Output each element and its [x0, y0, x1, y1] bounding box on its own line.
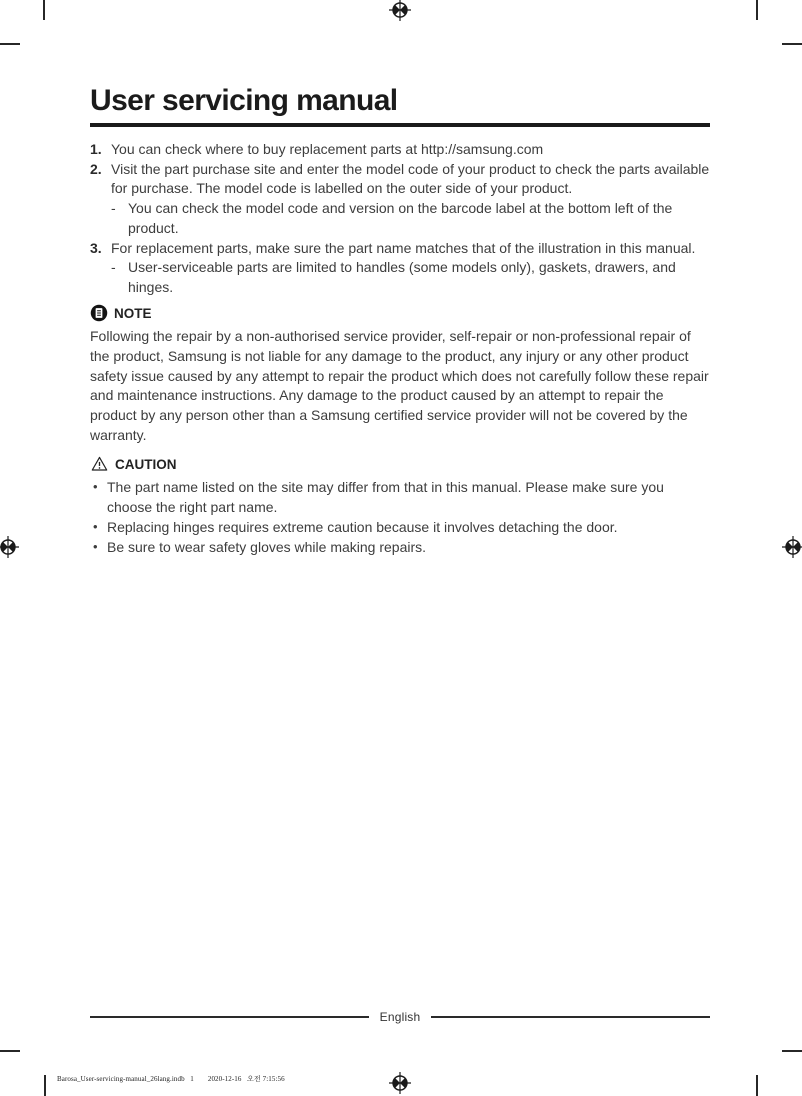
crop-mark-top-right-horizontal: [782, 43, 802, 45]
footer-rule-left: [90, 1016, 369, 1018]
step-number: 3.: [90, 239, 102, 256]
caution-item-text: The part name listed on the site may differ from that in this manual. Please make sure you choose the right part name.: [107, 479, 664, 515]
print-timestamp: 2020-12-16 오전 7:15:56: [207, 1075, 285, 1083]
step-text: Visit the part purchase site and enter the model code of your product to check the parts available for purchase. The model code is labelled on the outer side of your product.: [111, 160, 710, 197]
footer-rule-right: [431, 1016, 710, 1018]
crop-mark-top-right-vertical: [756, 0, 758, 20]
list-item: [90, 478, 710, 517]
registration-mark-top-icon: [388, 0, 412, 22]
print-file-info: Barosa_User-servicing-manual_26lang.indb 1: [57, 1075, 194, 1083]
step-text: For replacement parts, make sure the part name matches that of the illustration in this manual.: [111, 239, 696, 256]
note-body: Following the repair by a non-authorised service provider, self-repair or non-professional repair of the product, Samsung is not liable for any damage to the product, any injury or any other product safety issue caused by any attempt to repair the product which does not carefully follow these repair and maintenance instructions. Any damage to the product caused by an attempt to repair the product by any person other than a Samsung certified service provider will not be covered by the warranty.: [90, 328, 709, 443]
crop-mark-bottom-right-horizontal: [782, 1050, 802, 1052]
bullet-marker: •: [93, 519, 98, 535]
list-item: [90, 518, 710, 538]
list-item: [90, 239, 710, 259]
note-icon: [90, 304, 108, 322]
note-label: NOTE: [114, 305, 152, 321]
numbered-steps: [90, 140, 710, 298]
list-item: [90, 538, 710, 558]
step-number: 1.: [90, 141, 102, 157]
crop-mark-top-left-horizontal: [0, 43, 20, 45]
print-info-line: [57, 1074, 285, 1084]
step-number: 2.: [90, 160, 102, 177]
registration-mark-bottom-icon: [388, 1071, 412, 1095]
caution-list: [90, 478, 710, 558]
caution-heading: [90, 455, 710, 475]
warning-triangle-icon: [90, 455, 109, 473]
language-label: English: [379, 1010, 421, 1024]
list-item: [90, 140, 710, 160]
list-item: [90, 160, 710, 199]
bullet-marker: •: [93, 479, 98, 495]
sub-item-text: You can check the model code and version on the barcode label at the bottom left of the product.: [128, 200, 673, 236]
bullet-marker: •: [93, 539, 98, 555]
registration-mark-left-icon: [0, 535, 20, 559]
crop-mark-bottom-left-horizontal: [0, 1050, 20, 1052]
dash-marker: -: [111, 200, 116, 217]
registration-mark-right-icon: [781, 535, 802, 559]
sub-item-text: User-serviceable parts are limited to handles (some models only), gaskets, drawers, and hinges.: [128, 259, 676, 295]
note-heading: [90, 304, 710, 324]
crop-mark-bottom-left-vertical: [44, 1075, 46, 1096]
manual-page-content: [90, 84, 710, 558]
sub-list-item: [111, 199, 710, 238]
step-text: You can check where to buy replacement parts at http://samsung.com: [111, 141, 544, 157]
title-rule: [90, 123, 710, 127]
caution-item-text: Replacing hinges requires extreme caution because it involves detaching the door.: [107, 519, 618, 536]
caution-label: CAUTION: [115, 456, 177, 472]
dash-marker: -: [111, 259, 116, 276]
page-title: User servicing manual: [90, 84, 398, 117]
crop-mark-top-left-vertical: [43, 0, 45, 20]
crop-mark-bottom-right-vertical: [756, 1075, 758, 1096]
page-footer: [90, 1010, 710, 1024]
caution-item-text: Be sure to wear safety gloves while making repairs.: [107, 539, 427, 556]
sub-list-item: [111, 258, 710, 297]
